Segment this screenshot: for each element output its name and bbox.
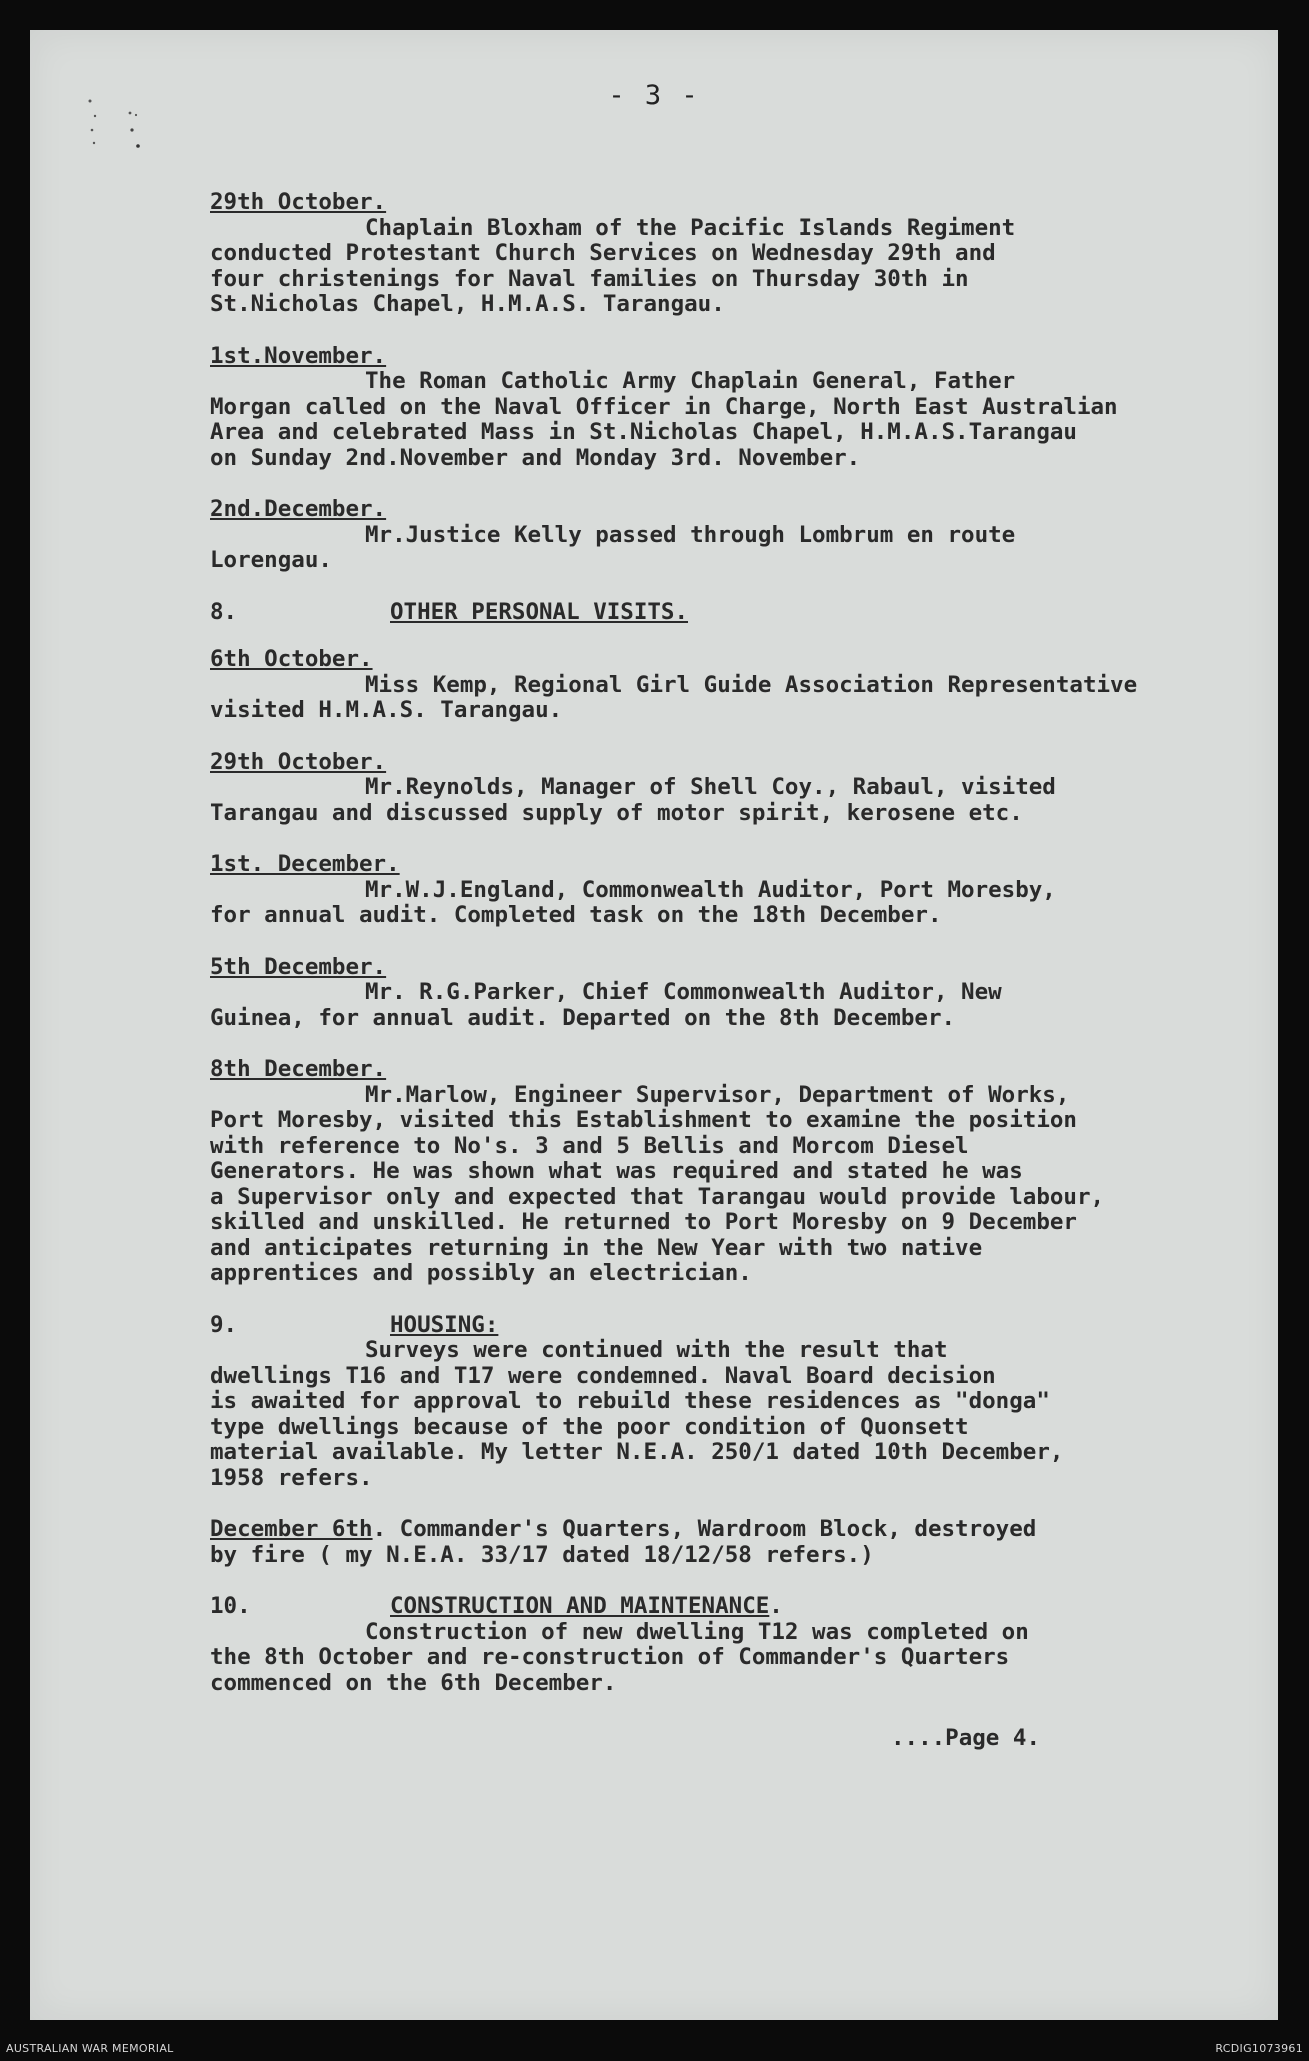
entry-date-heading: 29th October. bbox=[210, 189, 387, 215]
page-number: - 3 - bbox=[608, 80, 700, 111]
entry-2-december bbox=[210, 497, 1270, 574]
entry-8-december bbox=[210, 1057, 1270, 1287]
section-heading bbox=[210, 1313, 1270, 1339]
entry-1-december bbox=[210, 852, 1270, 929]
entry-date-heading: 6th October. bbox=[210, 646, 373, 672]
entry-first-line: The Roman Catholic Army Chaplain General, Father bbox=[365, 368, 1016, 394]
section-number: 8. bbox=[210, 598, 238, 625]
section-9-housing bbox=[210, 1313, 1270, 1492]
section-title-end: . bbox=[769, 1593, 783, 1619]
entry-text: visited H.M.A.S. Tarangau. bbox=[210, 697, 563, 723]
section-title: OTHER PERSONAL VISITS. bbox=[390, 598, 689, 625]
document-page bbox=[30, 30, 1278, 2020]
entry-29-october-chaplain bbox=[210, 190, 1270, 318]
entry-text: for annual audit. Completed task on the 18th December. bbox=[210, 902, 942, 928]
entry-first-line: Mr.Justice Kelly passed through Lombrum en route bbox=[365, 521, 1016, 548]
entry-6-october bbox=[210, 647, 1270, 724]
entry-date-heading: 1st.November. bbox=[210, 342, 387, 369]
section-number: 9. bbox=[210, 1311, 238, 1338]
section-text: the 8th October and re-construction of Commander's Quarters commenced on the 6th December. bbox=[210, 1644, 1010, 1696]
entry-text: conducted Protestant Church Services on Wednesday 29th and four christenings for Naval families on Thursday 30th in St.Nicholas Chapel, H.M.A.S. Tarangau. bbox=[210, 240, 996, 317]
entry-date-heading: 29th October. bbox=[210, 748, 387, 775]
section-8-heading bbox=[210, 600, 1270, 626]
entry-5-december bbox=[210, 955, 1270, 1032]
section-heading bbox=[210, 1594, 1270, 1620]
section-text: dwellings T16 and T17 were condemned. Naval Board decision is awaited for approval to rebuild these residences as "donga" type dwellings because of the poor condition of Quonsett material available. My letter N.E.A. 250/1 dated 10th December, 1958 refers. bbox=[210, 1362, 1064, 1491]
entry-text: Guinea, for annual audit. Departed on the 8th December. bbox=[210, 1004, 956, 1031]
entry-text: Tarangau and discussed supply of motor spirit, kerosene etc. bbox=[210, 799, 1023, 826]
entry-date-heading: December 6th bbox=[210, 1516, 373, 1542]
entry-29-october-shell bbox=[210, 750, 1270, 827]
entry-date-heading: 5th December. bbox=[210, 953, 387, 980]
section-title: HOUSING: bbox=[390, 1311, 499, 1338]
entry-first-line: Mr. R.G.Parker, Chief Commonwealth Auditor, New bbox=[365, 979, 1002, 1005]
entry-1-november bbox=[210, 344, 1270, 472]
entry-text: . Commander's Quarters, Wardroom Block, destroyed by fire ( my N.E.A. 33/17 dated 18/12/58 refers.) bbox=[210, 1516, 1037, 1568]
entry-date-heading: 1st. December. bbox=[210, 851, 400, 877]
archive-credit: AUSTRALIAN WAR MEMORIAL bbox=[6, 2042, 174, 2055]
section-first-line: Surveys were continued with the result that bbox=[365, 1337, 948, 1363]
entry-first-line: Mr.Marlow, Engineer Supervisor, Department of Works, bbox=[365, 1081, 1070, 1108]
entry-date-heading: 8th December. bbox=[210, 1056, 387, 1082]
document-body bbox=[210, 190, 1270, 1752]
section-10-construction bbox=[210, 1594, 1270, 1696]
entry-first-line: Mr.W.J.England, Commonwealth Auditor, Port Moresby, bbox=[365, 876, 1056, 903]
archive-id: RCDIG1073961 bbox=[1215, 2042, 1303, 2055]
entry-text: Lorengau. bbox=[210, 547, 332, 573]
section-first-line: Construction of new dwelling T12 was completed on bbox=[365, 1618, 1029, 1645]
section-title: CONSTRUCTION AND MAINTENANCE bbox=[390, 1593, 770, 1619]
entry-first-line: Mr.Reynolds, Manager of Shell Coy., Rabaul, visited bbox=[365, 774, 1056, 800]
entry-date-heading: 2nd.December. bbox=[210, 496, 387, 522]
entry-december-6th bbox=[210, 1517, 1270, 1568]
entry-first-line: Miss Kemp, Regional Girl Guide Association Representative bbox=[365, 671, 1138, 698]
entry-first-line: Chaplain Bloxham of the Pacific Islands Regiment bbox=[365, 214, 1016, 241]
continuation-note: ....Page 4. bbox=[890, 1725, 1040, 1751]
entry-text: Morgan called on the Naval Officer in Charge, North East Australian Area and celebrated Mass in St.Nicholas Chapel, H.M.A.S.Tarangau on Sunday 2nd.November and Monday 3rd. November. bbox=[210, 393, 1118, 471]
section-number: 10. bbox=[210, 1593, 251, 1619]
entry-text: Port Moresby, visited this Establishment to examine the position with reference to No's. 3 and 5 Bellis and Morcom Diesel Generators. He was shown what was required and stated he was a Supervisor only and expected that Tarangau would provide labour, skilled and unskilled. He returned to Port Moresby on 9 December and anticipates returning in the New Year with two native apprentices and possibly an electrician. bbox=[210, 1107, 1105, 1286]
